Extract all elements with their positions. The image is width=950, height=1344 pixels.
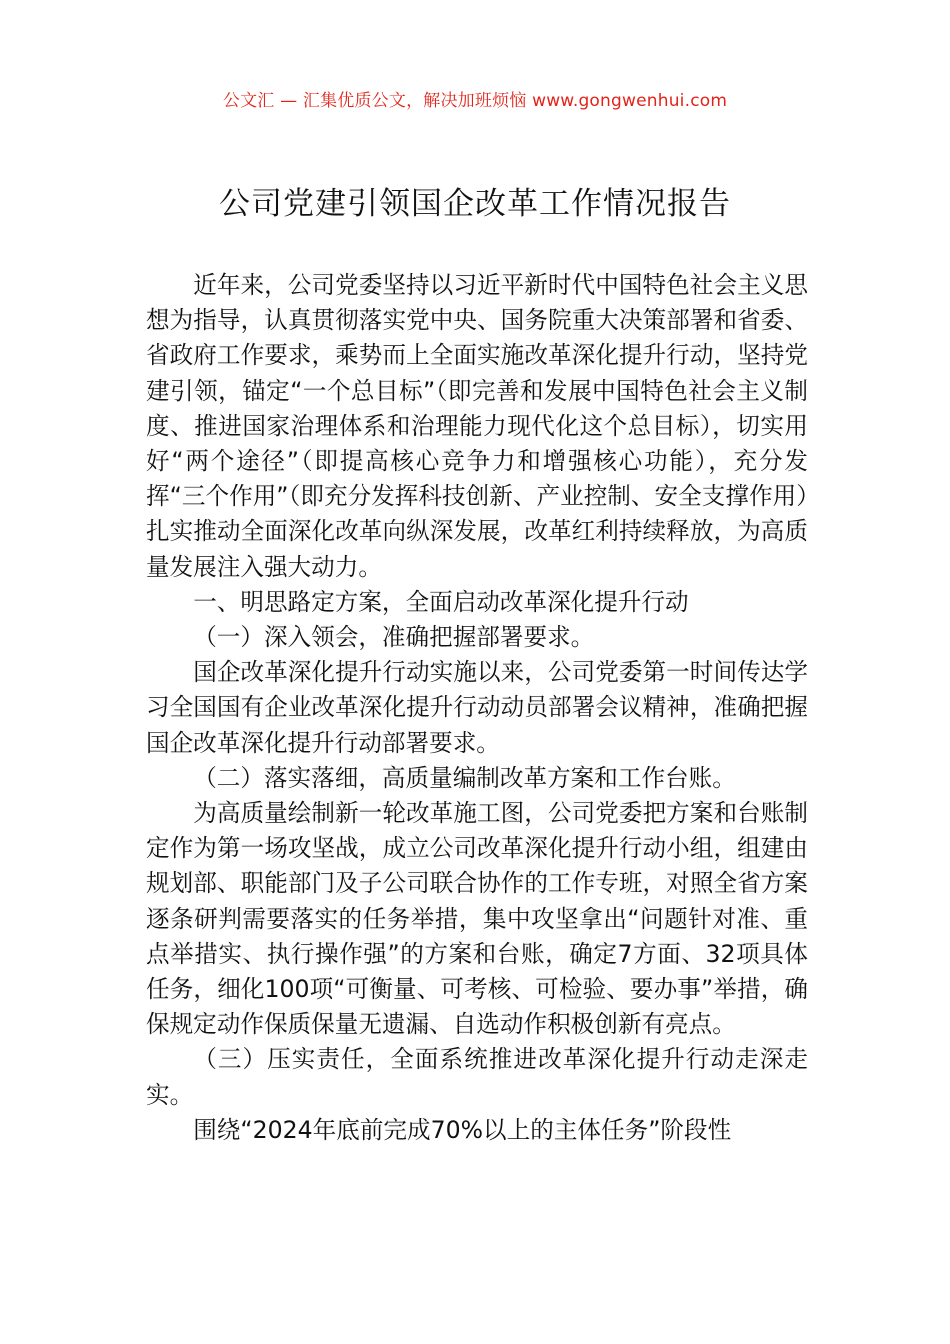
document-title: 公司党建引领国企改革工作情况报告 bbox=[219, 186, 731, 222]
document-body bbox=[146, 268, 808, 1148]
subsection-heading-2: （二）落实落细，高质量编制改革方案和工作台账。 bbox=[193, 763, 736, 792]
paragraph-intro: 近年来，公司党委坚持以习近平新时代中国特色社会主义思想为指导，认真贯彻落实党中央、国务院重大决策部署和省委、省政府工作要求，乘势而上全面实施改革深化提升行动，坚持党建引领，锚定“一个总目标”（即完善和发展中国特色社会主义制度、推进国家治理体系和治理能力现代化这个总目标），切实用好“两个途径”（即提高核心竞争力和增强核心功能），充分发挥“三个作用”（即充分发挥科技创新、产业控制、安全支撑作用）扎实推动全面深化改革向纵深发展，改革红利持续释放，为高质量发展注入强大动力。 bbox=[146, 271, 808, 581]
subsection-heading-1: （一）深入领会，准确把握部署要求。 bbox=[193, 623, 595, 652]
section-heading-1: 一、明思路定方案，全面启动改革深化提升行动 bbox=[193, 587, 689, 616]
subsection-heading-3: （三）压实责任，全面系统推进改革深化提升行动走深走实。 bbox=[146, 1045, 808, 1109]
paragraph-3: 围绕“2024年底前完成70%以上的主体任务”阶段性 bbox=[193, 1115, 732, 1144]
paragraph-1: 国企改革深化提升行动实施以来，公司党委第一时间传达学习全国国有企业改革深化提升行动动员部署会议精神，准确把握国企改革深化提升行动部署要求。 bbox=[146, 658, 808, 757]
paragraph-2: 为高质量绘制新一轮改革施工图，公司党委把方案和台账制定作为第一场攻坚战，成立公司改革深化提升行动小组，组建由规划部、职能部门及子公司联合协作的工作专班，对照全省方案逐条研判需要落实的任务举措，集中攻坚拿出“问题针对准、重点举措实、执行操作强”的方案和台账，确定7方面、32项具体任务，细化100项“可衡量、可考核、可检验、要办事”举措，确保规定动作保质保量无遗漏、自选动作积极创新有亮点。 bbox=[146, 799, 808, 1039]
header-banner[interactable]: 公文汇 — 汇集优质公文，解决加班烦恼 www.gongwenhui.com bbox=[222, 91, 728, 111]
